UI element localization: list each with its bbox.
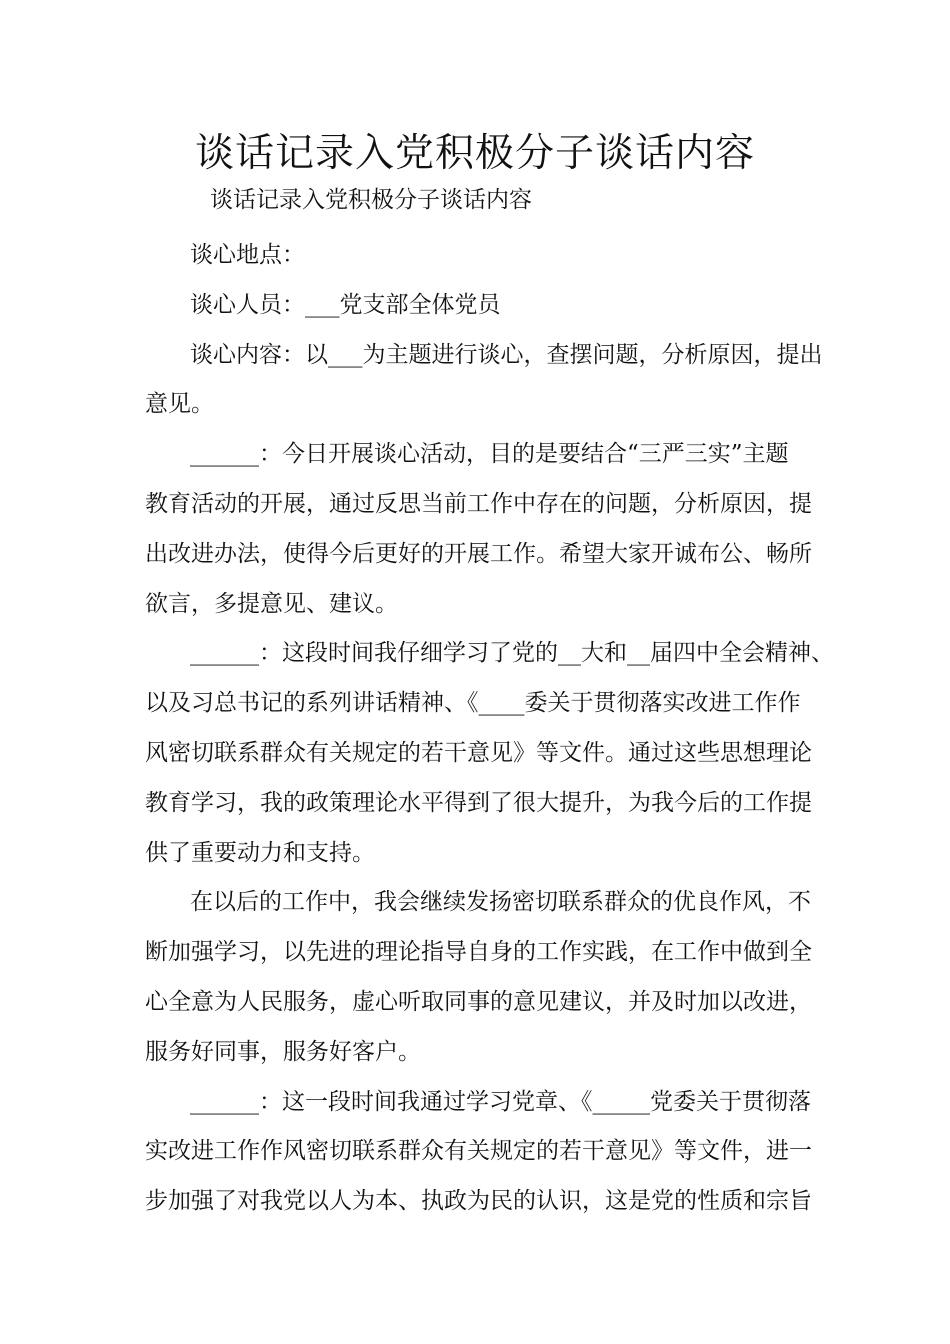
paragraph-line: 谈心人员：___党支部全体党员 (190, 291, 501, 318)
paragraph-line: 服务好同事，服务好客户。 (145, 1038, 421, 1065)
document-subtitle: 谈话记录入党积极分子谈话内容 (210, 187, 532, 213)
paragraph-line: 欲言，多提意见、建议。 (145, 590, 398, 617)
paragraph-line: 出改进办法，使得今后更好的开展工作。希望大家开诚布公、畅所 (145, 540, 812, 567)
paragraph-line: 谈心地点： (190, 242, 305, 268)
paragraph-line: 心全意为人民服务，虚心听取同事的意见建议，并及时加以改进， (145, 988, 812, 1015)
paragraph-line: 供了重要动力和支持。 (145, 839, 375, 866)
paragraph-line: ______：这段时间我仔细学习了党的__大和__届四中全会精神、 (190, 640, 834, 667)
paragraph-line: 谈心内容：以___为主题进行谈心，查摆问题，分析原因，提出 (190, 341, 823, 368)
paragraph-line: 步加强了对我党以人为本、执政为民的认识，这是党的性质和宗旨 (145, 1188, 812, 1215)
paragraph-line: 风密切联系群众有关规定的若干意见》等文件。通过这些思想理论 (145, 739, 812, 766)
paragraph-line: 以及习总书记的系列讲话精神、《____委关于贯彻落实改进工作作 (145, 690, 801, 717)
document-body (145, 231, 834, 1227)
paragraph-line: 在以后的工作中，我会继续发扬密切联系群众的优良作风，不 (190, 889, 811, 916)
paragraph-line: 教育活动的开展，通过反思当前工作中存在的问题，分析原因，提 (145, 490, 812, 517)
document-title: 谈话记录入党积极分子谈话内容 (194, 131, 755, 176)
paragraph-line: ______：这一段时间我通过学习党章、《_____党委关于贯彻落 (190, 1088, 811, 1115)
paragraph-line: 实改进工作作风密切联系群众有关规定的若干意见》等文件，进一 (145, 1138, 812, 1165)
paragraph-line: 断加强学习，以先进的理论指导自身的工作实践，在工作中做到全 (145, 939, 812, 966)
paragraph-line: ______：今日开展谈心活动，目的是要结合“三严三实”主题 (190, 441, 789, 468)
paragraph-line: 教育学习，我的政策理论水平得到了很大提升，为我今后的工作提 (145, 789, 812, 816)
paragraph-line: 意见。 (145, 391, 214, 418)
